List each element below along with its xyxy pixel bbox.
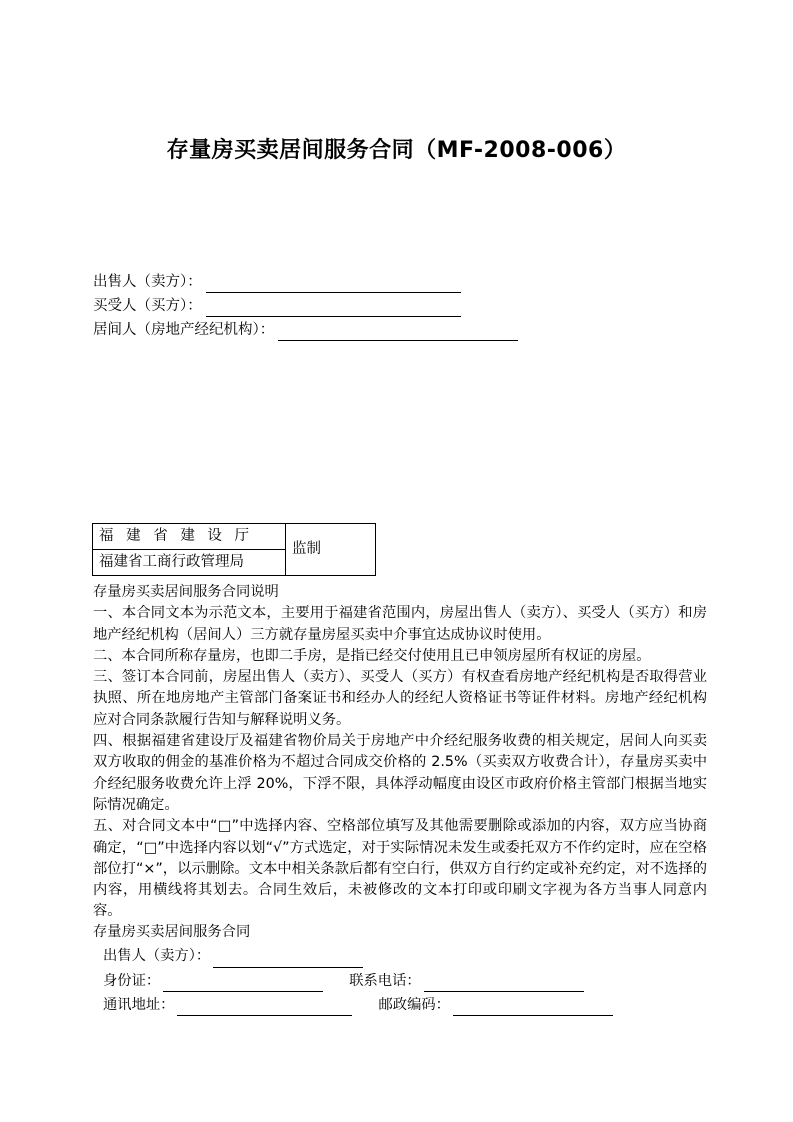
footer-phone-input-line[interactable] [424,976,584,992]
party-row-buyer [93,296,518,317]
footer-row-id-phone [93,971,713,992]
contract-footer [93,922,713,1016]
broker-label: 居间人（房地产经纪机构）： [93,322,275,338]
footer-postcode-input-line[interactable] [453,1000,613,1016]
footer-id-label: 身份证： [103,972,161,989]
supervision-cell: 监制 [286,524,376,576]
buyer-label: 买受人（买方）： [93,298,202,314]
footer-seller-input-line[interactable] [213,952,363,968]
seller-input-line[interactable] [206,277,461,293]
table-row [93,524,376,550]
footer-address-label: 通讯地址： [103,996,175,1013]
note-item-4: 四、根据福建省建设厅及福建省物价局关于房地产中介经纪服务收费的相关规定，居间人向买卖双方收取的佣金的基准价格为不超过合同成交价格的 2.5%（买卖双方收费合计），存量房买卖中介经纪服务收费允许上浮 20%，下浮不限，具体浮动幅度由设区市政府价格主管部门根据当地实际情况确定。 [93,733,707,813]
note-item-1: 一、本合同文本为示范文本，主要用于福建省范围内，房屋出售人（卖方）、买受人（买方）和房地产经纪机构（居间人）三方就存量房屋买卖中介事宜达成协议时使用。 [93,605,707,643]
buyer-input-line[interactable] [206,301,461,317]
department-cell-2: 福建省工商行政管理局 [93,550,286,576]
note-item-2: 二、本合同所称存量房，也即二手房，是指已经交付使用且已申领房屋所有权证的房屋。 [93,647,651,664]
footer-postcode-label: 邮政编码： [378,996,450,1013]
party-row-seller [93,272,518,293]
footer-id-input-line[interactable] [163,976,323,992]
notes-heading: 存量房买卖居间服务合同说明 [93,584,279,600]
seller-label: 出售人（卖方）： [93,274,202,290]
notes-section [93,582,707,923]
footer-phone-label: 联系电话： [349,972,421,989]
broker-input-line[interactable] [278,325,518,341]
supervision-table [92,523,376,576]
party-fields [93,272,518,344]
department-cell-1: 福 建 省 建 设 厅 [93,524,286,550]
page-title: 存量房买卖居间服务合同（MF-2008-006） [166,138,627,163]
footer-row-seller [93,946,713,967]
footer-section-title: 存量房买卖居间服务合同 [93,924,251,940]
footer-seller-label: 出售人（卖方）： [103,948,211,965]
footer-address-input-line[interactable] [177,1000,352,1016]
note-item-3: 三、签订本合同前，房屋出售人（卖方）、买受人（买方）有权查看房地产经纪机构是否取得营业执照、所在地房地产主管部门备案证书和经办人的经纪人资格证书等证件材料。房地产经纪机构应对合同条款履行告知与解释说明义务。 [93,669,707,728]
party-row-broker [93,320,518,341]
footer-row-address-postcode [93,995,713,1016]
note-item-5: 五、对合同文本中“□”中选择内容、空格部位填写及其他需要删除或添加的内容，双方应当协商确定，“□”中选择内容以划“√”方式选定，对于实际情况未发生或委托双方不作约定时，应在空格部位打“×”，以示删除。文本中相关条款后都有空白行，供双方自行约定或补充约定，对不选择的内容，用横线将其划去。合同生效后，未被修改的文本打印或印刷文字视为各方当事人同意内容。 [93,818,707,920]
